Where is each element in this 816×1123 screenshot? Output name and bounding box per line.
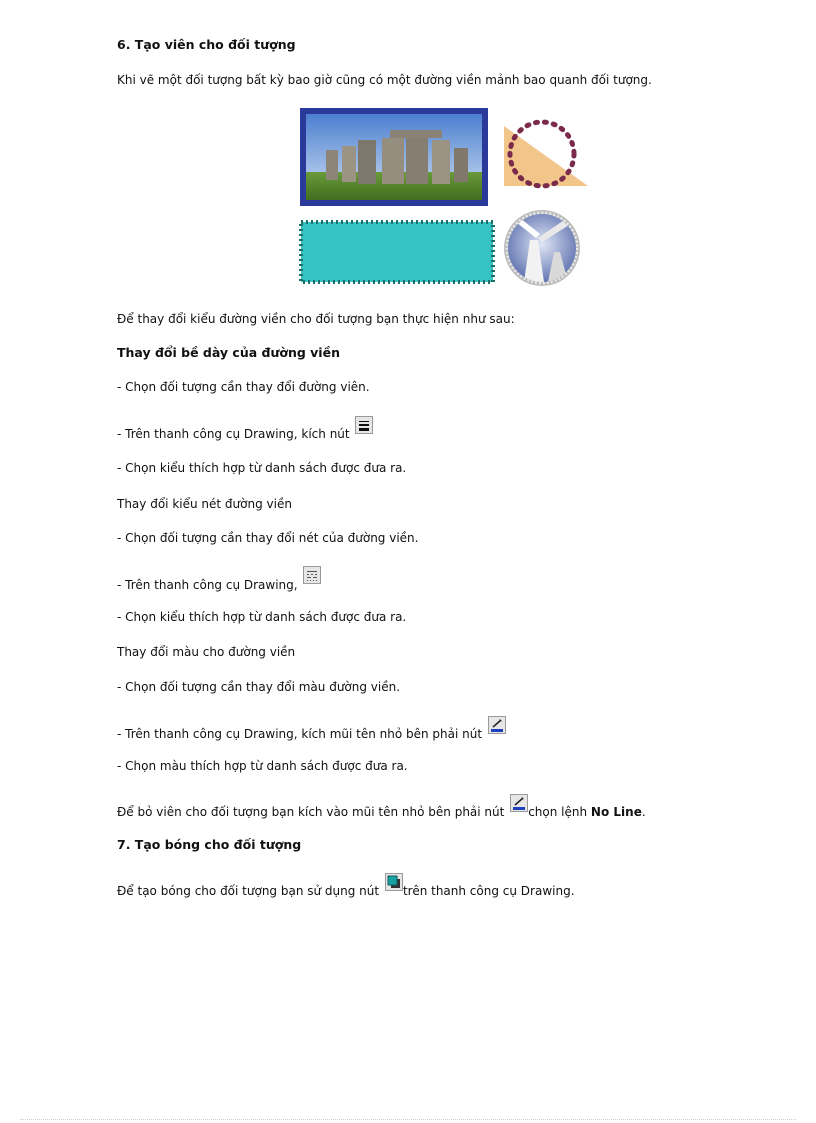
- section6-intro: Khi vẽ một đối tượng bất kỳ bao giờ cũng có một đường viền mảnh bao quanh đối tượng.: [117, 73, 652, 87]
- border-examples-svg: [298, 106, 590, 288]
- thickness-step-2-text: - Trên thanh công cụ Drawing, kích nút: [117, 427, 350, 441]
- line-style-icon[interactable]: [355, 416, 373, 434]
- shadow-paragraph: [117, 881, 575, 899]
- line-color-icon[interactable]: [510, 794, 528, 812]
- no-line-command: No Line: [590, 805, 642, 819]
- dash-step-2: [117, 575, 323, 593]
- color-step-3: - Chọn màu thích hợp từ danh sách được đưa ra.: [117, 759, 408, 773]
- thickness-heading: Thay đổi bề dày của đường viền: [117, 345, 340, 360]
- dash-heading: Thay đổi kiểu nét đường viền: [117, 497, 292, 511]
- section7-heading: 7. Tạo bóng cho đối tượng: [117, 837, 302, 852]
- shadow-icon[interactable]: [385, 873, 403, 891]
- color-step-1: - Chọn đối tượng cần thay đổi màu đường viền.: [117, 680, 401, 694]
- dotted-rectangle-shape: [301, 222, 493, 282]
- color-step-2: [117, 724, 508, 742]
- shadow-text-after: trên thanh công cụ Drawing.: [402, 884, 575, 898]
- border-examples-figure: [298, 106, 590, 288]
- dash-step-3: - Chọn kiểu thích hợp từ danh sách được đưa ra.: [117, 610, 407, 624]
- section6-heading: 6. Tạo viên cho đối tượng: [117, 37, 296, 52]
- dash-style-icon[interactable]: [303, 566, 321, 584]
- dash-step-1: - Chọn đối tượng cần thay đổi nét của đường viền.: [117, 531, 419, 545]
- color-heading: Thay đổi màu cho đường viền: [117, 645, 296, 659]
- thickness-step-2: [117, 424, 375, 442]
- dash-step-2-text: - Trên thanh công cụ Drawing,: [117, 578, 298, 592]
- windmill-circle-photo: [504, 210, 580, 286]
- shadow-text-before: Để tạo bóng cho đối tượng bạn sử dụng nút: [117, 884, 380, 898]
- page-bottom-divider: [20, 1119, 796, 1120]
- no-line-text-before: Để bỏ viên cho đối tượng bạn kích vào mũi tên nhỏ bên phải nút: [117, 805, 505, 819]
- stonehenge-photo: [300, 108, 488, 206]
- color-step-2-text: - Trên thanh công cụ Drawing, kích mũi tên nhỏ bên phải nút: [117, 727, 483, 741]
- no-line-paragraph: [117, 802, 646, 820]
- change-style-intro: Để thay đổi kiểu đường viền cho đối tượng bạn thực hiện như sau:: [117, 312, 515, 326]
- no-line-end: .: [641, 805, 646, 819]
- line-color-icon[interactable]: [488, 716, 506, 734]
- dotted-triangle-shape: [504, 122, 588, 186]
- no-line-text-after: chọn lệnh: [528, 805, 588, 819]
- thickness-step-1: - Chọn đối tượng cần thay đổi đường viên.: [117, 380, 370, 394]
- thickness-step-3: - Chọn kiểu thích hợp từ danh sách được đưa ra.: [117, 461, 407, 475]
